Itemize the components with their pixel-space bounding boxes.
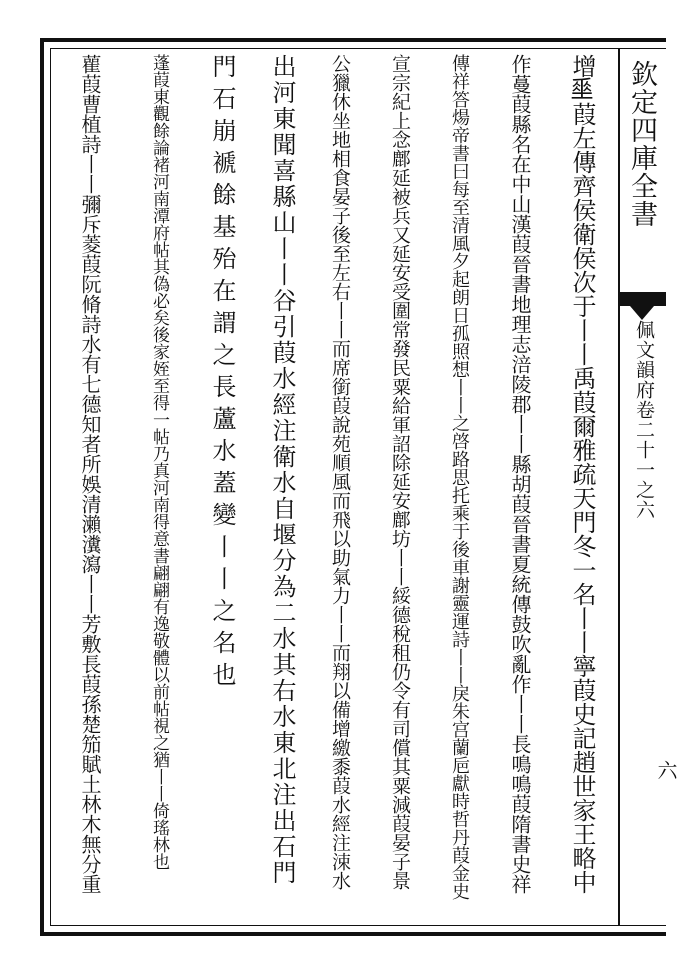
text-column bbox=[450, 54, 496, 920]
text-column bbox=[390, 54, 436, 920]
volume-label: 佩文韻府卷二十一之六 bbox=[633, 320, 655, 520]
column-text: 出河東聞喜縣山丨丨谷引葭水經注衛水自堰分為二水其右水東北注出石門 bbox=[268, 54, 296, 886]
column-text: 公獵休坐地相食晏子後至左右丨丨而席銜葭說苑順風而飛以助氣力丨丨而翔以備增繳黍葭水經注涑水 bbox=[329, 54, 351, 890]
column-text: 作蔓葭縣名在中山漢葭晉書地理志涪陵郡丨丨縣胡葭晉書夏統傳鼓吹亂作丨丨長鳴鳴葭隋書史祥 bbox=[508, 54, 532, 894]
text-column bbox=[570, 54, 616, 920]
text-column bbox=[210, 54, 256, 920]
column-text: 蓬葭東觀餘論褚河南潭府帖其偽必矣後家姪至得一帖乃真河南得意書翩翩有逸敬體以前帖視之猶丨丨倚瑤林也 bbox=[149, 54, 169, 870]
margin-divider bbox=[618, 48, 620, 926]
text-column bbox=[510, 54, 556, 920]
text-column bbox=[270, 54, 316, 920]
column-text: 增𡍮葭左傳齊侯衛侯次于丨丨禹葭爾雅疏天門冬一名丨丨寧葭史記趙世家王略中 bbox=[568, 54, 596, 894]
page-fragment: 六 bbox=[654, 760, 678, 781]
collection-title: 欽定四庫全書 bbox=[626, 60, 657, 228]
fishtail-notch bbox=[630, 306, 654, 320]
column-text: 雚葭曹植詩丨丨彌斥菱葭阮脩詩水有七德知者所娛清瀨瀵瀉丨丨芳敷長葭孫楚笳賦土林木無分重 bbox=[78, 54, 102, 894]
column-text: 傳祥答煬帝書曰每至清風夕起朗日孤照想丨丨之啓路思托乘于後車謝靈運詩丨丨戾朱宫蘭巵獻時哲丹葭金史 bbox=[449, 54, 470, 900]
column-text: 宣宗紀上念鄜延被兵又延安受圍常發民粟給軍詔除延安鄜坊丨丨綏德稅租仍令有司償其粟減葭晏子景 bbox=[389, 54, 411, 890]
text-column bbox=[330, 54, 376, 920]
column-text: 門石崩褫餘基殆在謂之長蘆水蓋變丨丨之名也 bbox=[208, 54, 236, 694]
fishtail-marker bbox=[618, 292, 666, 306]
text-column bbox=[80, 54, 126, 920]
text-column bbox=[150, 54, 196, 920]
